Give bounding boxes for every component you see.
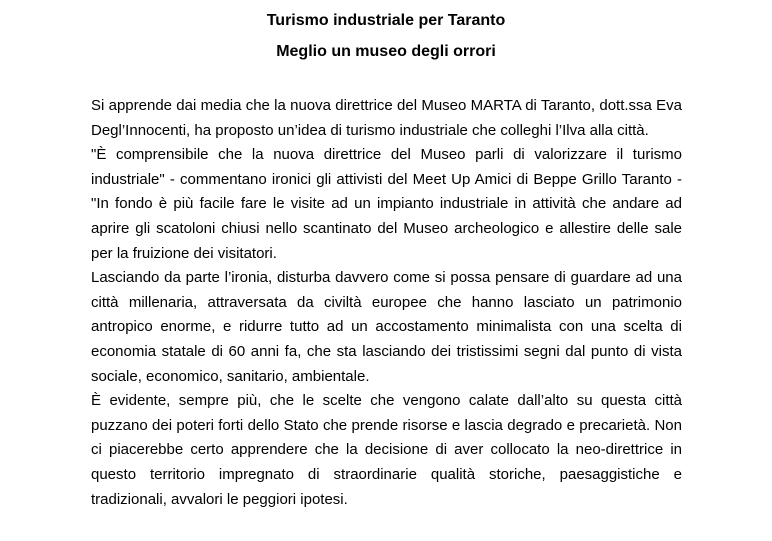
document-body [91, 94, 682, 512]
paragraph-3: Lasciando da parte l’ironia, disturba davvero come si possa pensare di guardare ad una città millenaria, attraversata da civiltà europee che hanno lasciato un patrimonio antropico enorme, e ridurre tutto ad un accostamento minimalista con una scelta di economia statale di 60 anni fa, che sta lasciando dei tristissimi segni dal punto di vista sociale, economico, sanitario, ambientale. [91, 269, 682, 385]
paragraph-2: "È comprensibile che la nuova direttrice del Museo parli di valorizzare il turismo industriale" - commentano ironici gli attivisti del Meet Up Amici di Beppe Grillo Taranto - "In fondo è più facile fare le visite ad un impianto industriale in attività che andare ad aprire gli scatoloni chiusi nello scantinato del Museo archeologico e allestire delle sale per la fruizione dei visitatori. [91, 146, 682, 262]
paragraph-1: Si apprende dai media che la nuova direttrice del Museo MARTA di Taranto, dott.ssa Eva Degl’Innocenti, ha proposto un’idea di turismo industriale che colleghi l’Ilva alla città. [91, 97, 682, 139]
document-title: Turismo industriale per Taranto [266, 12, 506, 29]
paragraph-4: È evidente, sempre più, che le scelte che vengono calate dall’alto su questa città puzzano dei poteri forti dello Stato che prende risorse e lascia degrado e precarietà. Non ci piacerebbe certo apprendere che la decisione di aver collocato la neo-direttrice in questo territorio impregnato di straordinarie qualità storiche, paesaggistiche e tradizionali, avvalori le peggiori ipotesi. [91, 392, 682, 508]
document-subtitle: Meglio un museo degli orrori [276, 43, 496, 60]
